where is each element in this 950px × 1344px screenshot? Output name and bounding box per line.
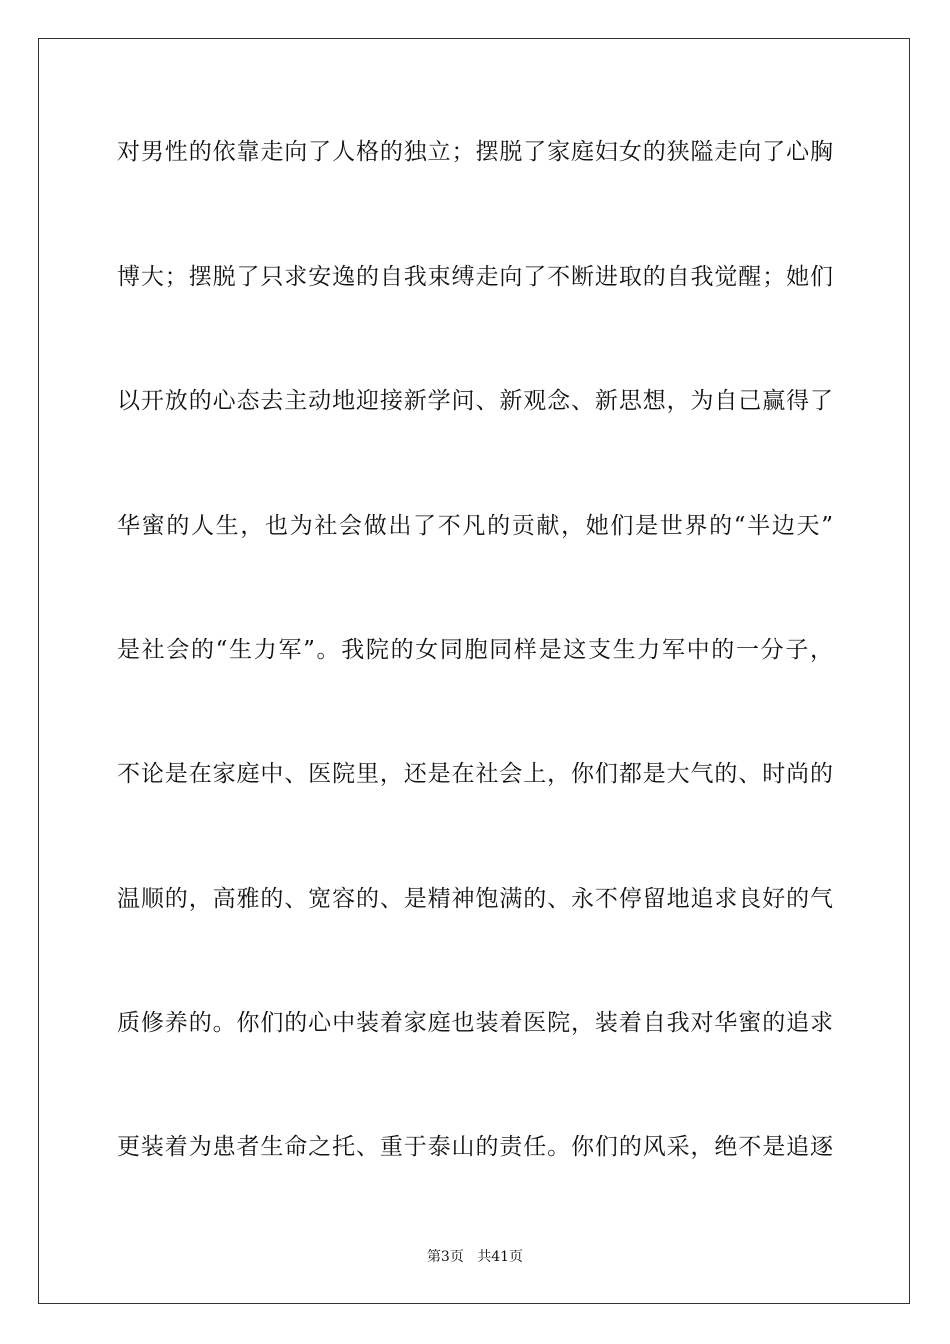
text-line: 以开放的心态去主动地迎接新学问、新观念、新思想，为自己赢得了 xyxy=(117,388,833,414)
text-line: 质修养的。你们的心中装着家庭也装着医院，装着自我对华蜜的追求 xyxy=(117,1010,833,1036)
text-line: 对男性的依靠走向了人格的独立；摆脱了家庭妇女的狭隘走向了心胸 xyxy=(117,139,833,165)
text-line: 是社会的“生力军”。我院的女同胞同样是这支生力军中的一分子， xyxy=(117,637,833,663)
page-border xyxy=(38,38,910,1304)
text-line: 华蜜的人生，也为社会做出了不凡的贡献，她们是世界的“半边天” xyxy=(117,513,833,539)
text-line: 不论是在家庭中、医院里，还是在社会上，你们都是大气的、时尚的 xyxy=(117,761,833,787)
page-footer xyxy=(0,1248,950,1266)
page-number: 第3页 xyxy=(426,1249,464,1265)
text-line: 温顺的，高雅的、宽容的、是精神饱满的、永不停留地追求良好的气 xyxy=(117,886,833,912)
text-line: 博大；摆脱了只求安逸的自我束缚走向了不断进取的自我觉醒；她们 xyxy=(117,264,833,290)
text-line: 更装着为患者生命之托、重于泰山的责任。你们的风采，绝不是追逐 xyxy=(117,1134,833,1160)
page-total: 共41页 xyxy=(477,1249,524,1265)
